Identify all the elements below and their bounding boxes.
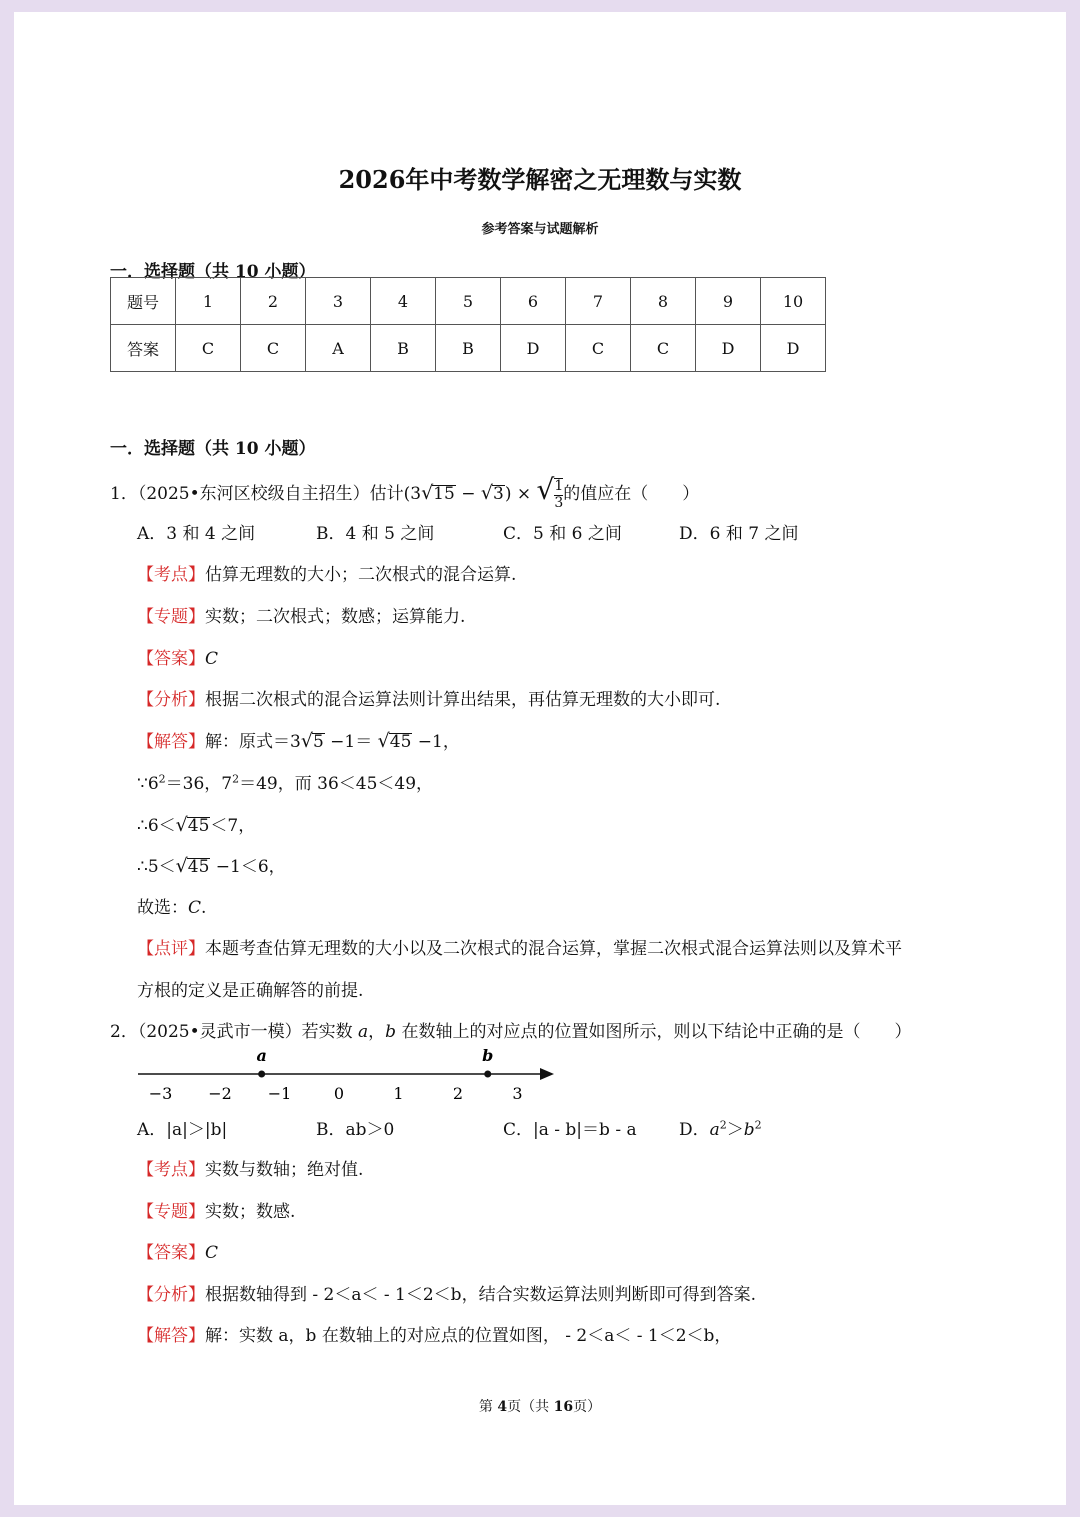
radicand: 45: [389, 732, 412, 752]
step-text: ∴6＜: [137, 816, 176, 836]
jieda-tag: 【解答】: [137, 732, 205, 752]
tick-label: −1: [267, 1084, 292, 1103]
jieda-tag: 【解答】: [137, 1326, 205, 1346]
document-page: [14, 12, 1066, 1505]
radicand: 15: [433, 484, 455, 504]
answer-cell: D: [696, 325, 761, 372]
radicand: 3: [492, 484, 504, 504]
exponent: 2: [754, 1118, 762, 1132]
exponent: 2: [158, 772, 166, 786]
question-number-cell: 8: [631, 278, 696, 325]
dianping-tag: 【点评】: [137, 939, 205, 959]
answer-text: C: [205, 649, 219, 669]
solution-step: [137, 852, 286, 877]
jieda-text: −1，: [412, 732, 460, 752]
solution-step: [137, 811, 255, 836]
radical-icon: √: [480, 482, 493, 504]
variable: a: [709, 1120, 720, 1140]
radicand: 5: [312, 732, 324, 752]
option-c: C．|a - b|＝b - a: [503, 1120, 637, 1140]
footer-text: 第: [478, 1399, 498, 1415]
answer-cell: C: [241, 325, 306, 372]
option-c: C．5 和 6 之间: [503, 524, 622, 544]
question-number-cell: 9: [696, 278, 761, 325]
fraction: [554, 478, 563, 511]
fenxi-text: 根据二次根式的混合运算法则计算出结果，再估算无理数的大小即可.: [205, 690, 721, 710]
kaodian-line: [137, 1155, 363, 1180]
radical-icon: √: [421, 482, 434, 504]
page-footer: [14, 1396, 1066, 1416]
step-text: ＝36，7: [165, 774, 233, 794]
option-d: [679, 1115, 762, 1140]
kaodian-text: 实数与数轴；绝对值.: [205, 1160, 364, 1180]
answer-tag: 【答案】: [137, 1243, 205, 1263]
answer-cell: A: [306, 325, 371, 372]
answer-cell: D: [761, 325, 826, 372]
zhuanti-line: [137, 1197, 295, 1222]
question-number-cell: 3: [306, 278, 371, 325]
step-text: ＜7，: [210, 816, 256, 836]
radical-icon: √: [536, 473, 555, 506]
point-b-dot: [484, 1071, 491, 1078]
question-number-cell: 4: [371, 278, 436, 325]
tick-label: −2: [208, 1084, 232, 1103]
table-row: [111, 325, 826, 372]
variable: b: [743, 1120, 755, 1140]
step-text: .: [201, 898, 207, 918]
answer-cell: C: [176, 325, 241, 372]
question-number-cell: 10: [761, 278, 826, 325]
answer-line: [137, 1238, 218, 1263]
zhuanti-line: [137, 602, 465, 627]
solution-step: [137, 769, 433, 794]
page-title: 2026年中考数学解密之无理数与实数: [338, 165, 742, 194]
point-b-label: b: [482, 1047, 494, 1065]
kaodian-line: [137, 560, 516, 585]
step-text: −1＜6，: [210, 857, 286, 877]
tick-label: 0: [333, 1084, 345, 1103]
fenxi-line: [137, 685, 720, 710]
stem-text: 1．（2025•东河区校级自主招生）估计(3: [110, 484, 422, 504]
fenxi-text: 根据数轴得到 - 2＜a＜ - 1＜2＜b，结合实数运算法则判断即可得到答案.: [205, 1285, 756, 1305]
number-line-points: [256, 1047, 493, 1078]
exponent: 2: [719, 1118, 727, 1132]
radical-icon: √: [377, 730, 390, 752]
answer-tag: 【答案】: [137, 649, 205, 669]
zhuanti-tag: 【专题】: [137, 1202, 205, 1222]
table-header-cell: 题号: [111, 278, 176, 325]
radical-icon: √: [300, 730, 313, 752]
option-a: A．3 和 4 之间: [137, 524, 256, 544]
option-b: B．4 和 5 之间: [316, 524, 435, 544]
kaodian-tag: 【考点】: [137, 565, 205, 585]
option-label: D．: [679, 1120, 710, 1140]
option-b: B．ab＞0: [316, 1120, 395, 1140]
answer-text: C: [205, 1243, 219, 1263]
kaodian-tag: 【考点】: [137, 1160, 205, 1180]
table-row: [111, 278, 826, 325]
radical-icon: √: [175, 855, 188, 877]
question-number-cell: 2: [241, 278, 306, 325]
page-subtitle: 参考答案与试题解析: [481, 222, 599, 237]
question-number-cell: 1: [176, 278, 241, 325]
answer-cell: C: [566, 325, 631, 372]
operator: ) ×: [504, 484, 537, 504]
table-header-cell: 答案: [111, 325, 176, 372]
stem-text: ，: [368, 1022, 386, 1042]
dianping-line: [137, 934, 902, 959]
stem-text: 的值应在（ ）: [563, 484, 700, 504]
step-text: ∵6: [137, 774, 159, 794]
step-text: ＝49，而 36＜45＜49，: [239, 774, 434, 794]
solution-step: [137, 893, 206, 918]
number-line-figure: [132, 1047, 562, 1109]
page-total: 16: [553, 1399, 574, 1415]
answer-line: [137, 644, 218, 669]
answer-table: [110, 277, 826, 372]
question-number-cell: 5: [436, 278, 501, 325]
step-text: 故选：: [137, 898, 188, 918]
answer-cell: D: [501, 325, 566, 372]
jieda-line: [137, 727, 460, 752]
footer-text: 页）: [573, 1399, 602, 1415]
kaodian-text: 估算无理数的大小；二次根式的混合运算.: [205, 565, 517, 585]
footer-text: 页（共: [507, 1399, 554, 1415]
stem-text: 在数轴上的对应点的位置如图所示，则以下结论中正确的是（ ）: [396, 1022, 912, 1042]
answer-cell: C: [631, 325, 696, 372]
stem-text: 2．（2025•灵武市一模）若实数: [110, 1022, 359, 1042]
fenxi-tag: 【分析】: [137, 690, 205, 710]
number-line-ticks: [149, 1084, 523, 1103]
question-1-stem: [110, 473, 700, 511]
question-number-cell: 7: [566, 278, 631, 325]
arrow-icon: [540, 1068, 554, 1080]
variable: a: [358, 1022, 369, 1042]
tick-label: −3: [148, 1084, 173, 1103]
zhuanti-tag: 【专题】: [137, 607, 205, 627]
answer-cell: B: [371, 325, 436, 372]
fenxi-tag: 【分析】: [137, 1285, 205, 1305]
jieda-text: −1＝: [324, 732, 378, 752]
exponent: 2: [232, 772, 240, 786]
operator: ＞: [726, 1120, 744, 1140]
radicand: 45: [187, 816, 210, 836]
zhuanti-text: 实数；二次根式；数感；运算能力.: [205, 607, 466, 627]
operator: −: [455, 484, 481, 504]
question-2-stem: [110, 1017, 911, 1042]
jieda-line: [137, 1321, 731, 1346]
page-number: 4: [497, 1399, 508, 1415]
option-d: D．6 和 7 之间: [679, 524, 799, 544]
numerator: 1: [554, 478, 564, 495]
tick-label: 1: [393, 1084, 404, 1103]
radicand: 45: [187, 857, 210, 877]
section-heading: 一．选择题（共 10 小题）: [110, 262, 316, 282]
question-number-cell: 6: [501, 278, 566, 325]
section-heading: 一．选择题（共 10 小题）: [110, 439, 316, 459]
zhuanti-text: 实数；数感.: [205, 1202, 296, 1222]
radical-icon: √: [175, 814, 188, 836]
step-answer: C: [188, 898, 202, 918]
option-a: A．|a|＞|b|: [137, 1120, 228, 1140]
jieda-text: 解：实数 a，b 在数轴上的对应点的位置如图， - 2＜a＜ - 1＜2＜b，: [205, 1326, 732, 1346]
variable: b: [385, 1022, 397, 1042]
tick-label: 3: [512, 1084, 523, 1103]
point-a-label: a: [256, 1047, 267, 1065]
dianping-line-2: 方根的定义是正确解答的前提.: [137, 981, 364, 1001]
step-text: ∴5＜: [137, 857, 176, 877]
jieda-text: 解：原式＝3: [205, 732, 301, 752]
answer-cell: B: [436, 325, 501, 372]
denominator: 3: [554, 494, 564, 511]
point-a-dot: [258, 1071, 265, 1078]
dianping-text: 本题考查估算无理数的大小以及二次根式的混合运算，掌握二次根式混合运算法则以及算术平: [205, 939, 902, 959]
fenxi-line: [137, 1280, 756, 1305]
tick-label: 2: [452, 1084, 464, 1103]
